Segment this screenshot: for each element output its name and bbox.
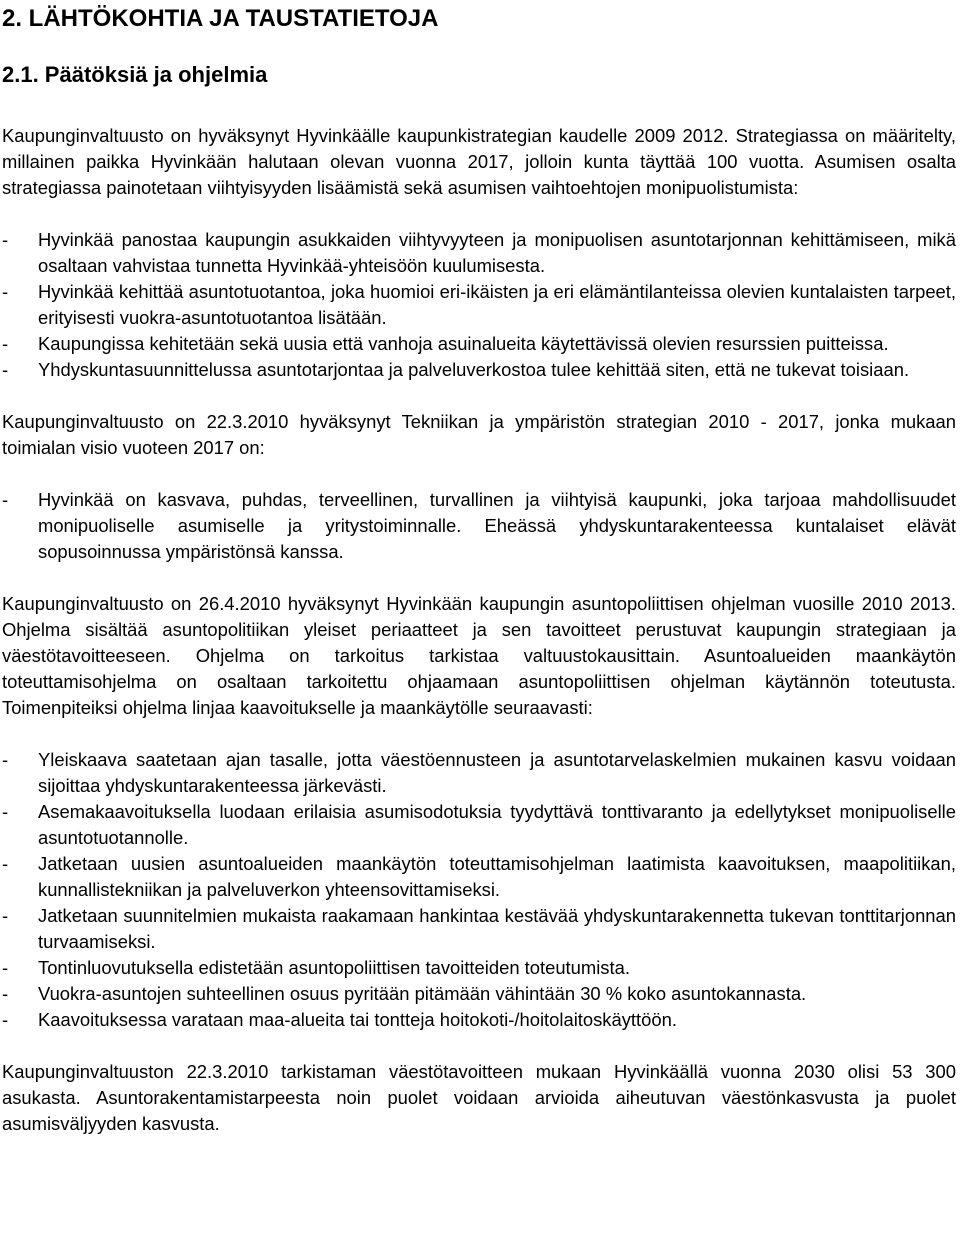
list-item: [2, 851, 956, 903]
list-item: [2, 487, 956, 565]
paragraph-population-target: Kaupunginvaltuuston 22.3.2010 tarkistaman väestötavoitteen mukaan Hyvinkäällä vuonna 2030 olisi 53 300 asukasta. Asuntorakentamistarpeesta noin puolet voidaan arvioida aiheutuvan väestönkasvusta ja puolet asumisväljyyden kasvusta.: [2, 1061, 956, 1134]
list-item: [2, 279, 956, 331]
list-item-text: Kaavoituksessa varataan maa-alueita tai tontteja hoitokoti-/hoitolaitoskäyttöön.: [38, 1009, 677, 1030]
paragraph-housing-policy: Kaupunginvaltuusto on 26.4.2010 hyväksynyt Hyvinkään kaupungin asuntopoliittisen ohjelman vuosille 2010 2013. Ohjelma sisältää asuntopolitiikan yleiset periaatteet ja sen tavoitteet perustuvat kaupungin strategiaan ja väestötavoitteeseen. Ohjelma on tarkoitus tarkistaa valtuustokausittain. Asuntoalueiden maankäytön toteuttamisohjelma on osaltaan tarkoitettu ohjaamaan asuntopoliittisen ohjelman käytännön toteutusta. Toimenpiteiksi ohjelma linjaa kaavoitukselle ja maankäytölle seuraavasti:: [2, 593, 956, 718]
dash-bullet: -: [2, 983, 9, 1004]
list-item: [2, 903, 956, 955]
dash-bullet: -: [2, 229, 9, 250]
list-item-text: Kaupungissa kehitetään sekä uusia että vanhoja asuinalueita käytettävissä olevien resurssien puitteissa.: [38, 333, 889, 354]
dash-bullet: -: [2, 281, 9, 302]
dash-bullet: -: [2, 905, 9, 926]
list-item-text: Tontinluovutuksella edistetään asuntopoliittisen tavoitteiden toteutumista.: [38, 957, 630, 978]
dash-bullet: -: [2, 333, 9, 354]
dash-bullet: -: [2, 801, 9, 822]
list-item-text: Hyvinkää kehittää asuntotuotantoa, joka huomioi eri-ikäisten ja eri elämäntilanteissa olevien kuntalaisten tarpeet, erityisesti vuokra-asuntotuotantoa lisätään.: [38, 281, 956, 328]
list-strategy-goals: [2, 227, 956, 383]
list-housing-measures: [2, 747, 956, 1033]
list-item-text: Jatketaan uusien asuntoalueiden maankäytön toteuttamisohjelman laatimista kaavoituksen, maapolitiikan, kunnallistekniikan ja palveluverkon yhteensovittamiseksi.: [38, 853, 956, 900]
dash-bullet: -: [2, 1009, 9, 1030]
list-item-text: Asemakaavoituksella luodaan erilaisia asumisodotuksia tyydyttävä tonttivaranto ja edellytykset monipuoliselle asuntotuotannolle.: [38, 801, 956, 848]
list-item: [2, 747, 956, 799]
section-heading: 2.1. Päätöksiä ja ohjelmia: [2, 62, 268, 87]
dash-bullet: -: [2, 957, 9, 978]
list-item: [2, 981, 956, 1007]
list-item-text: Jatketaan suunnitelmien mukaista raakamaan hankintaa kestävää yhdyskuntarakennetta tukevan tonttitarjonnan turvaamiseksi.: [38, 905, 956, 952]
list-item-text: Hyvinkää on kasvava, puhdas, terveellinen, turvallinen ja viihtyisä kaupunki, joka tarjoaa mahdollisuudet monipuoliselle asumiselle ja yritystoiminnalle. Eheässä yhdyskuntarakenteessa kuntalaiset elävät sopusoinnussa ympäristönsä kanssa.: [38, 489, 956, 562]
dash-bullet: -: [2, 749, 9, 770]
chapter-heading: 2. LÄHTÖKOHTIA JA TAUSTATIETOJA: [2, 5, 439, 32]
list-item: [2, 357, 956, 383]
list-item-text: Vuokra-asuntojen suhteellinen osuus pyritään pitämään vähintään 30 % koko asuntokannasta.: [38, 983, 807, 1004]
list-item: [2, 955, 956, 981]
list-item-text: Yleiskaava saatetaan ajan tasalle, jotta väestöennusteen ja asuntotarvelaskelmien mukainen kasvu voidaan sijoittaa yhdyskuntarakenteessa järkevästi.: [38, 749, 956, 796]
document-page: [2, 0, 956, 1137]
list-item-text: Yhdyskuntasuunnittelussa asuntotarjontaa ja palveluverkostoa tulee kehittää siten, että ne tukevat toisiaan.: [38, 359, 910, 380]
list-item: [2, 331, 956, 357]
paragraph-city-strategy: Kaupunginvaltuusto on hyväksynyt Hyvinkäälle kaupunkistrategian kaudelle 2009 2012. Strategiassa on määritelty, millainen paikka Hyvinkään halutaan olevan vuonna 2017, jolloin kunta täyttää 100 vuotta. Asumisen osalta strategiassa painotetaan viihtyisyyden lisäämistä sekä asumisen vaihtoehtojen monipuolistumista:: [2, 125, 956, 198]
list-item: [2, 1007, 956, 1033]
dash-bullet: -: [2, 489, 9, 510]
dash-bullet: -: [2, 853, 9, 874]
dash-bullet: -: [2, 359, 9, 380]
list-item: [2, 227, 956, 279]
paragraph-tech-strategy: Kaupunginvaltuusto on 22.3.2010 hyväksynyt Tekniikan ja ympäristön strategian 2010 - 2017, jonka mukaan toimialan visio vuoteen 2017 on:: [2, 411, 956, 458]
list-vision: [2, 487, 956, 565]
list-item: [2, 799, 956, 851]
list-item-text: Hyvinkää panostaa kaupungin asukkaiden viihtyvyyteen ja monipuolisen asuntotarjonnan kehittämiseen, mikä osaltaan vahvistaa tunnetta Hyvinkää-yhteisöön kuulumisesta.: [38, 229, 956, 276]
